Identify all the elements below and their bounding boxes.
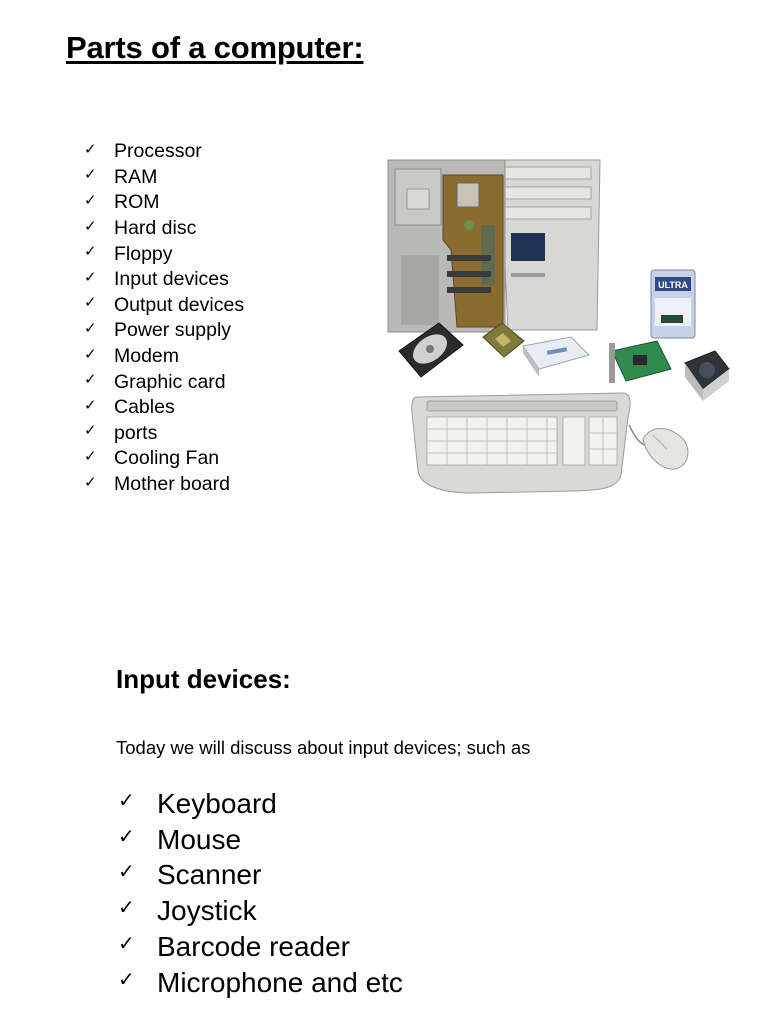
- list-item-label: Power supply: [114, 319, 232, 342]
- computer-parts-illustration: [385, 155, 735, 500]
- checkmark-icon: ✓: [84, 395, 97, 414]
- list-item-label: Mouse: [157, 823, 242, 855]
- checkmark-icon: ✓: [84, 242, 97, 261]
- list-item-label: Graphic card: [114, 370, 226, 393]
- list-item-label: Processor: [114, 140, 202, 163]
- input-devices-list: [118, 786, 403, 1001]
- checkmark-icon: ✓: [118, 931, 135, 956]
- list-item: [118, 786, 403, 822]
- list-item-label: Barcode reader: [157, 931, 351, 963]
- list-item: [84, 318, 244, 344]
- list-item: [84, 267, 244, 293]
- checkmark-icon: ✓: [84, 293, 97, 312]
- list-item: [84, 395, 244, 421]
- page-title: Parts of a computer:: [66, 30, 364, 65]
- list-item-label: Keyboard: [157, 787, 277, 819]
- list-item-label: Input devices: [114, 268, 229, 291]
- checkmark-icon: ✓: [118, 966, 135, 991]
- checkmark-icon: ✓: [84, 267, 97, 286]
- list-item: [118, 858, 403, 894]
- list-item-label: Cooling Fan: [114, 447, 220, 470]
- graphic-card-icon: [609, 341, 671, 383]
- list-item: [118, 893, 403, 929]
- checkmark-icon: ✓: [84, 216, 97, 235]
- checkmark-icon: ✓: [84, 139, 97, 158]
- keyboard-icon: [412, 393, 630, 493]
- mouse-icon: [629, 425, 688, 469]
- list-item: [84, 446, 244, 472]
- list-item: [118, 929, 403, 965]
- list-item: [84, 139, 244, 165]
- checkmark-icon: ✓: [84, 344, 97, 363]
- list-item: [84, 241, 244, 267]
- section-heading: Input devices:: [116, 664, 291, 694]
- list-item-label: Joystick: [157, 895, 257, 927]
- list-item-label: Scanner: [157, 859, 262, 891]
- memory-label: ULTRA: [658, 280, 688, 290]
- checkmark-icon: ✓: [84, 190, 97, 209]
- list-item-label: ROM: [114, 191, 160, 214]
- list-item: [84, 165, 244, 191]
- checkmark-icon: ✓: [118, 895, 135, 920]
- list-item-label: Floppy: [114, 242, 173, 265]
- list-item-label: Modem: [114, 345, 180, 368]
- list-item: [84, 369, 244, 395]
- checkmark-icon: ✓: [118, 823, 135, 848]
- computer-parts-list: [84, 139, 244, 497]
- cooling-fan-icon: [685, 351, 729, 401]
- list-item-label: RAM: [114, 165, 158, 188]
- intro-text: Today we will discuss about input devices; such as: [116, 737, 531, 758]
- list-item: [84, 293, 244, 319]
- list-item-label: Microphone and etc: [157, 966, 403, 998]
- tower-case-icon: [388, 160, 600, 332]
- floppy-drive-icon: [523, 337, 589, 377]
- checkmark-icon: ✓: [84, 165, 97, 184]
- checkmark-icon: ✓: [84, 370, 97, 389]
- checkmark-icon: ✓: [118, 787, 135, 812]
- list-item-label: Hard disc: [114, 217, 197, 240]
- memory-module-icon: [651, 270, 695, 338]
- list-item: [118, 822, 403, 858]
- checkmark-icon: ✓: [84, 318, 97, 337]
- list-item: [84, 216, 244, 242]
- list-item: [84, 421, 244, 447]
- list-item-label: Output devices: [114, 293, 245, 316]
- list-item-label: Mother board: [114, 473, 230, 496]
- checkmark-icon: ✓: [118, 859, 135, 884]
- list-item: [84, 190, 244, 216]
- checkmark-icon: ✓: [84, 472, 97, 491]
- checkmark-icon: ✓: [84, 421, 97, 440]
- list-item-label: Cables: [114, 396, 175, 419]
- list-item: [84, 344, 244, 370]
- list-item: [84, 472, 244, 498]
- checkmark-icon: ✓: [84, 446, 97, 465]
- list-item-label: ports: [114, 421, 158, 444]
- list-item: [118, 965, 403, 1001]
